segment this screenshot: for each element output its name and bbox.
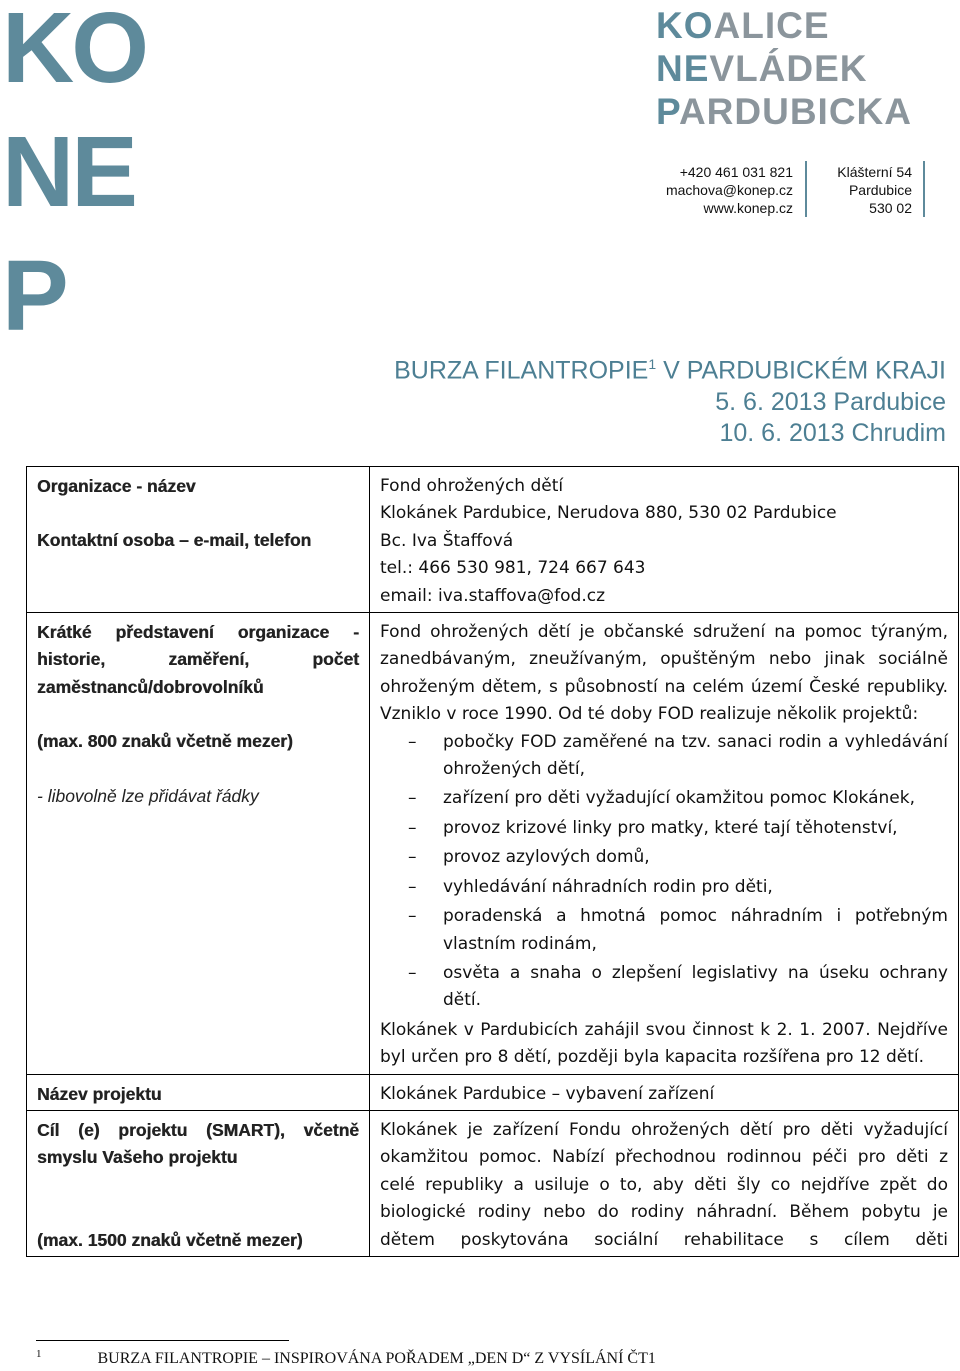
organization-name: KOALICE NEVLÁDEK PARDUBICKA: [656, 5, 912, 132]
table-row: [27, 1074, 959, 1110]
label-org-name: Organizace - název: [37, 476, 196, 496]
divider: [805, 161, 807, 217]
list-item: – osvěta a snaha o zlepšení legislativy na úseku ochrany dětí.: [408, 962, 948, 1011]
divider: [923, 161, 925, 217]
phone: +420 461 031 821: [679, 164, 793, 180]
contact-phone-value: tel.: 466 530 981, 724 667 643: [380, 558, 646, 579]
label-project-name: Název projektu: [37, 1083, 162, 1104]
label-goal-limit: (max. 1500 znaků včetně mezer): [37, 1229, 303, 1250]
contact-info: [620, 163, 793, 217]
contact-person-value: Bc. Iva Štaffová: [380, 530, 514, 551]
contact-email-value: email: iva.staffova@fod.cz: [380, 585, 606, 606]
logo-line: P: [2, 240, 66, 352]
web-link[interactable]: www.konep.cz: [703, 200, 793, 216]
date-chrudim: 10. 6. 2013 Chrudim: [719, 419, 946, 448]
value-cell: [370, 467, 959, 613]
list-item: – provoz azylových domů,: [408, 847, 650, 868]
footnote: [36, 1350, 656, 1368]
zip: 530 02: [869, 200, 912, 216]
date-pardubice: 5. 6. 2013 Pardubice: [715, 387, 946, 416]
label-cell: [27, 1110, 370, 1256]
table-row: [27, 613, 959, 1075]
table-row: [27, 467, 959, 613]
konep-logo: [2, 0, 147, 358]
list-item: – vyhledávání náhradních rodin pro děti,: [408, 876, 773, 897]
label-goal: Cíl (e) projektu (SMART), včetně smyslu Vašeho projektu: [37, 1119, 359, 1168]
intro-closing: Klokánek v Pardubicích zahájil svou činnost k 2. 1. 2007. Nejdříve byl určen pro 8 dětí, později byla kapacita rozšířena pro 12 dětí.: [380, 1019, 948, 1068]
value-cell: [370, 1110, 959, 1256]
footnote-text: BURZA FILANTROPIE – INSPIROVÁNA POŘADEM „DEN D“ Z VYSÍLÁNÍ ČT1: [97, 1350, 656, 1367]
email-link[interactable]: machova@konep.cz: [665, 182, 793, 198]
list-item: – poradenská a hmotná pomoc náhradním i potřebným vlastním rodinám,: [408, 906, 948, 954]
label-intro-limit: (max. 800 znaků včetně mezer): [37, 731, 293, 752]
label-cell: [27, 613, 370, 1075]
footnote-separator: [36, 1340, 289, 1341]
page-title: BURZA FILANTROPIE$^1$ V PARDUBICKÉM KRAJI 5. 6. 2013 Pardubice 10. 6. 2013 Chrudim: [394, 349, 946, 450]
intro-text: Fond ohrožených dětí je občanské sdružení na pomoc týraným, zanedbávaným, zneužívaným, opuštěným nebo jinak sociálně ohroženým dětem, s působností na celém území České republiky. Vzniklo v roce 1990. Od té doby FOD realizuje několik projektů:: [380, 622, 948, 725]
logo-line: KO: [2, 0, 146, 104]
list-item: – provoz krizové linky pro matky, které tají těhotenství,: [408, 817, 898, 838]
label-cell: [27, 1074, 370, 1110]
value-cell: [370, 1074, 959, 1110]
footnote-number: 1: [36, 1348, 42, 1360]
address: [815, 163, 912, 217]
list-item: – zařízení pro děti vyžadující okamžitou pomoc Klokánek,: [408, 788, 915, 809]
table-row: [27, 1110, 959, 1256]
city: Pardubice: [848, 182, 912, 198]
label-cell: [27, 467, 370, 613]
label-intro-note: - libovolně lze přidávat řádky: [37, 785, 259, 806]
logo-line: NE: [2, 116, 135, 228]
list-item: – pobočky FOD zaměřené na tzv. sanaci rodin a vyhledávání ohrožených dětí,: [408, 731, 948, 780]
footnote-ref: 1: [648, 356, 657, 372]
org-name-value: Fond ohrožených dětí: [380, 476, 564, 496]
label-intro: Krátké představení organizace - historie, zaměření, počet zaměstnanců/dobrovolníků: [37, 622, 359, 697]
value-cell: [370, 613, 959, 1075]
project-list: [380, 729, 948, 1015]
goal-text: Klokánek je zařízení Fondu ohrožených dětí pro děti vyžadující okamžitou pomoc. Nabízí přechodnou rodinnou péči pro děti z celé republiky a usiluje o to, aby děti šly co nejdříve zpět do biologické rodiny nebo do rodiny náhradní. Během pobytu je dětem poskytována sociální rehabilitace s cílem děti: [380, 1119, 948, 1250]
project-name-value: Klokánek Pardubice – vybavení zařízení: [380, 1083, 715, 1104]
org-address-value: Klokánek Pardubice, Nerudova 880, 530 02 Pardubice: [380, 503, 837, 524]
street: Klášterní 54: [837, 164, 912, 180]
application-form: [26, 466, 959, 1257]
label-contact: Kontaktní osoba – e-mail, telefon: [37, 530, 312, 551]
